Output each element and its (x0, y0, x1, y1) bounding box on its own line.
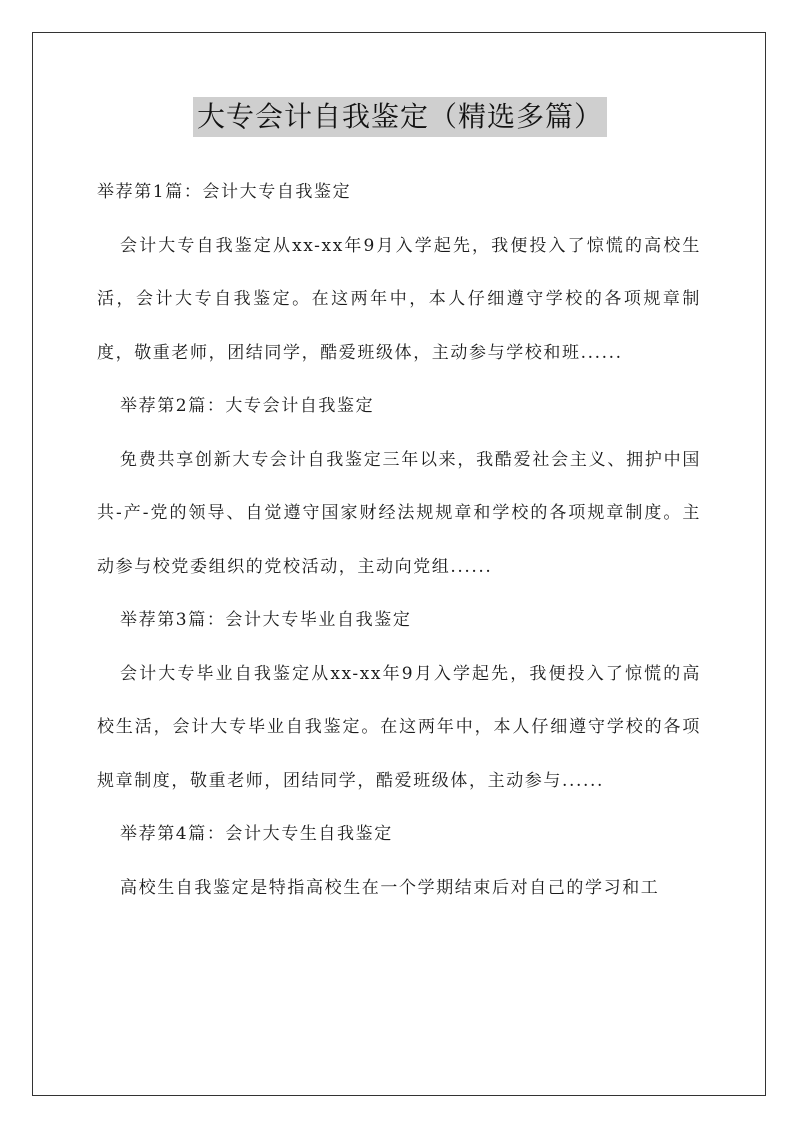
section-body-1: 会计大专自我鉴定从xx-xx年9月入学起先，我便投入了惊慌的高校生活，会计大专自我鉴定。在这两年中，本人仔细遵守学校的各项规章制度，敬重老师，团结同学，酷爱班级体，主动参与学校和班...... (97, 235, 701, 363)
document-title: 大专会计自我鉴定（精选多篇） (193, 97, 607, 137)
section-heading-2: 举荐第2篇：大专会计自我鉴定 (120, 396, 375, 416)
title-container (0, 97, 800, 137)
section-heading-4: 举荐第4篇：会计大专生自我鉴定 (120, 824, 393, 844)
section-heading-1: 举荐第1篇：会计大专自我鉴定 (97, 182, 352, 202)
document-body (97, 166, 701, 915)
section-heading-3: 举荐第3篇：会计大专毕业自我鉴定 (120, 610, 412, 630)
section-body-3: 会计大专毕业自我鉴定从xx-xx年9月入学起先，我便投入了惊慌的高校生活，会计大专毕业自我鉴定。在这两年中，本人仔细遵守学校的各项规章制度，敬重老师，团结同学，酷爱班级体，主动参与...... (97, 663, 701, 791)
section-body-4: 高校生自我鉴定是特指高校生在一个学期结束后对自己的学习和工 (120, 877, 660, 898)
section-body-2: 免费共享创新大专会计自我鉴定三年以来，我酷爱社会主义、拥护中国共-产-党的领导、自觉遵守国家财经法规规章和学校的各项规章制度。主动参与校党委组织的党校活动，主动向党组...... (97, 449, 701, 577)
